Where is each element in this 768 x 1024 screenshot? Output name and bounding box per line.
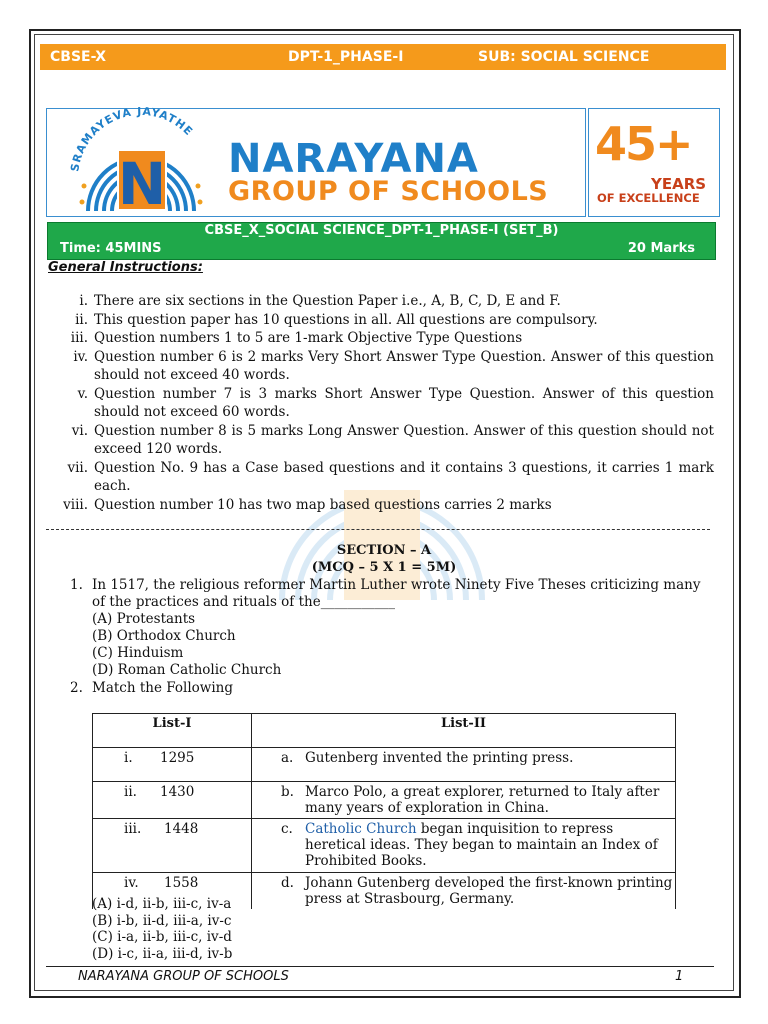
option[interactable]: (C) i-a, ii-b, iii-c, iv-d [92,929,232,945]
instruction-number: vii. [67,459,88,476]
row-year: 1295 [160,750,195,766]
section-title: SECTION – A [336,543,432,558]
row-number: i. [124,750,133,766]
instruction-text: There are six sections in the Question Paper i.e., A, B, C, D, E and F. [94,293,561,309]
header-subject: SUB: SOCIAL SCIENCE [478,49,650,65]
question-number: 1. [70,577,83,593]
row-letter: d. [281,875,294,891]
header-test: DPT-1_PHASE-I [288,49,404,65]
years-label: YEARS [651,175,707,193]
option[interactable]: (D) i-c, ii-a, iii-d, iv-b [92,945,233,962]
option[interactable]: (B) i-b, ii-d, iii-a, iv-c [92,912,232,929]
row-letter: c. [281,821,293,837]
table-row [93,782,676,819]
instruction-item [40,422,714,459]
instruction-text: Question number 7 is 3 marks Short Answer Type Question. Answer of this question should not exceed 60 words. [94,385,714,420]
table-row [93,819,676,873]
footer-divider [46,966,714,967]
row-description: began inquisition to repress heretical ideas. They began to maintain an Index of Prohibited Books. [305,821,658,869]
school-emblem-icon [66,106,216,216]
option[interactable]: (C) Hinduism [92,645,184,661]
paper-title-bar [47,222,716,260]
footer-text: NARAYANA GROUP OF SCHOOLS [78,969,289,984]
instruction-text: Question No. 9 has a Case based questions and it contains 3 questions, it carries 1 mark each. [94,459,714,494]
instruction-number: iv. [73,348,88,365]
instructions-heading: General Instructions: [48,260,203,275]
instruction-item [40,292,714,311]
table-row [93,748,676,782]
row-number: iii. [124,821,142,837]
instruction-text: Question number 6 is 2 marks Very Short Answer Type Question. Answer of this question should not exceed 40 words. [94,348,714,383]
instruction-text: This question paper has 10 questions in all. All questions are compulsory. [94,311,598,328]
instruction-item [40,385,714,422]
question-1-options [92,611,742,679]
table-header-row [93,714,676,748]
brand-subtitle: GROUP OF SCHOOLS [228,176,549,207]
instruction-text: Question number 10 has two map based questions carries 2 marks [94,496,552,513]
instruction-number: vi. [71,422,88,439]
row-number: iv. [124,875,139,891]
emblem-letter: N [117,150,167,216]
row-description: Marco Polo, a great explorer, returned to Italy after many years of exploration in China. [305,784,660,816]
instruction-number: ii. [75,311,88,328]
row-year: 1448 [164,821,199,837]
instruction-item [40,329,714,348]
section-subtitle: (MCQ – 5 X 1 = 5M) [311,560,457,575]
paper-title: CBSE_X_SOCIAL SCIENCE_DPT-1_PHASE-I (SET_B) [204,223,559,238]
row-letter: a. [281,750,294,766]
row-number: ii. [124,784,137,800]
brand-name: NARAYANA [228,136,479,182]
instruction-text: Question number 8 is 5 marks Long Answer Question. Answer of this question should not exceed 120 words. [94,422,714,457]
years-number: 45+ [595,117,692,171]
row-description-highlight: Catholic Church [305,821,417,837]
question-number: 2. [70,680,83,696]
match-table [92,713,676,909]
emblem-motto: SRAMAYEVA JAYATHE [68,106,196,173]
row-year: 1558 [164,875,199,891]
instruction-text: Question numbers 1 to 5 are 1-mark Objective Type Questions [94,330,523,346]
paper-marks: 20 Marks [627,241,695,256]
option[interactable]: (A) Protestants [92,611,196,627]
question-text: In 1517, the religious reformer Martin Luther wrote Ninety Five Theses criticizing many of the practices and rituals of the___________ [92,577,701,610]
row-year: 1430 [160,784,195,800]
instruction-number: v. [77,385,88,402]
instruction-number: i. [79,293,88,309]
question-2-options [92,896,232,962]
years-subtitle: OF EXCELLENCE [597,191,700,205]
row-description: Johann Gutenberg developed the first-known printing press at Strasbourg, Germany. [305,875,673,907]
instruction-number: iii. [70,330,88,346]
column-header: List-I [93,714,252,748]
instructions-list [40,292,714,514]
question-text: Match the Following [92,680,233,696]
years-badge [588,108,720,217]
instruction-item [40,348,714,385]
header-class: CBSE-X [50,49,107,65]
section-divider [46,529,710,530]
instruction-item [40,496,714,515]
option[interactable]: (A) i-d, ii-b, iii-c, iv-a [92,896,232,912]
option[interactable]: (D) Roman Catholic Church [92,662,282,678]
instruction-number: viii. [63,496,88,513]
paper-time: Time: 45MINS [60,241,162,256]
row-letter: b. [281,784,294,800]
row-description: Gutenberg invented the printing press. [305,750,574,766]
instruction-item [40,311,714,330]
option[interactable]: (B) Orthodox Church [92,628,236,644]
column-header: List-II [252,714,676,748]
header-bar [40,44,726,70]
instruction-item [40,459,714,496]
page-number: 1 [675,969,684,984]
